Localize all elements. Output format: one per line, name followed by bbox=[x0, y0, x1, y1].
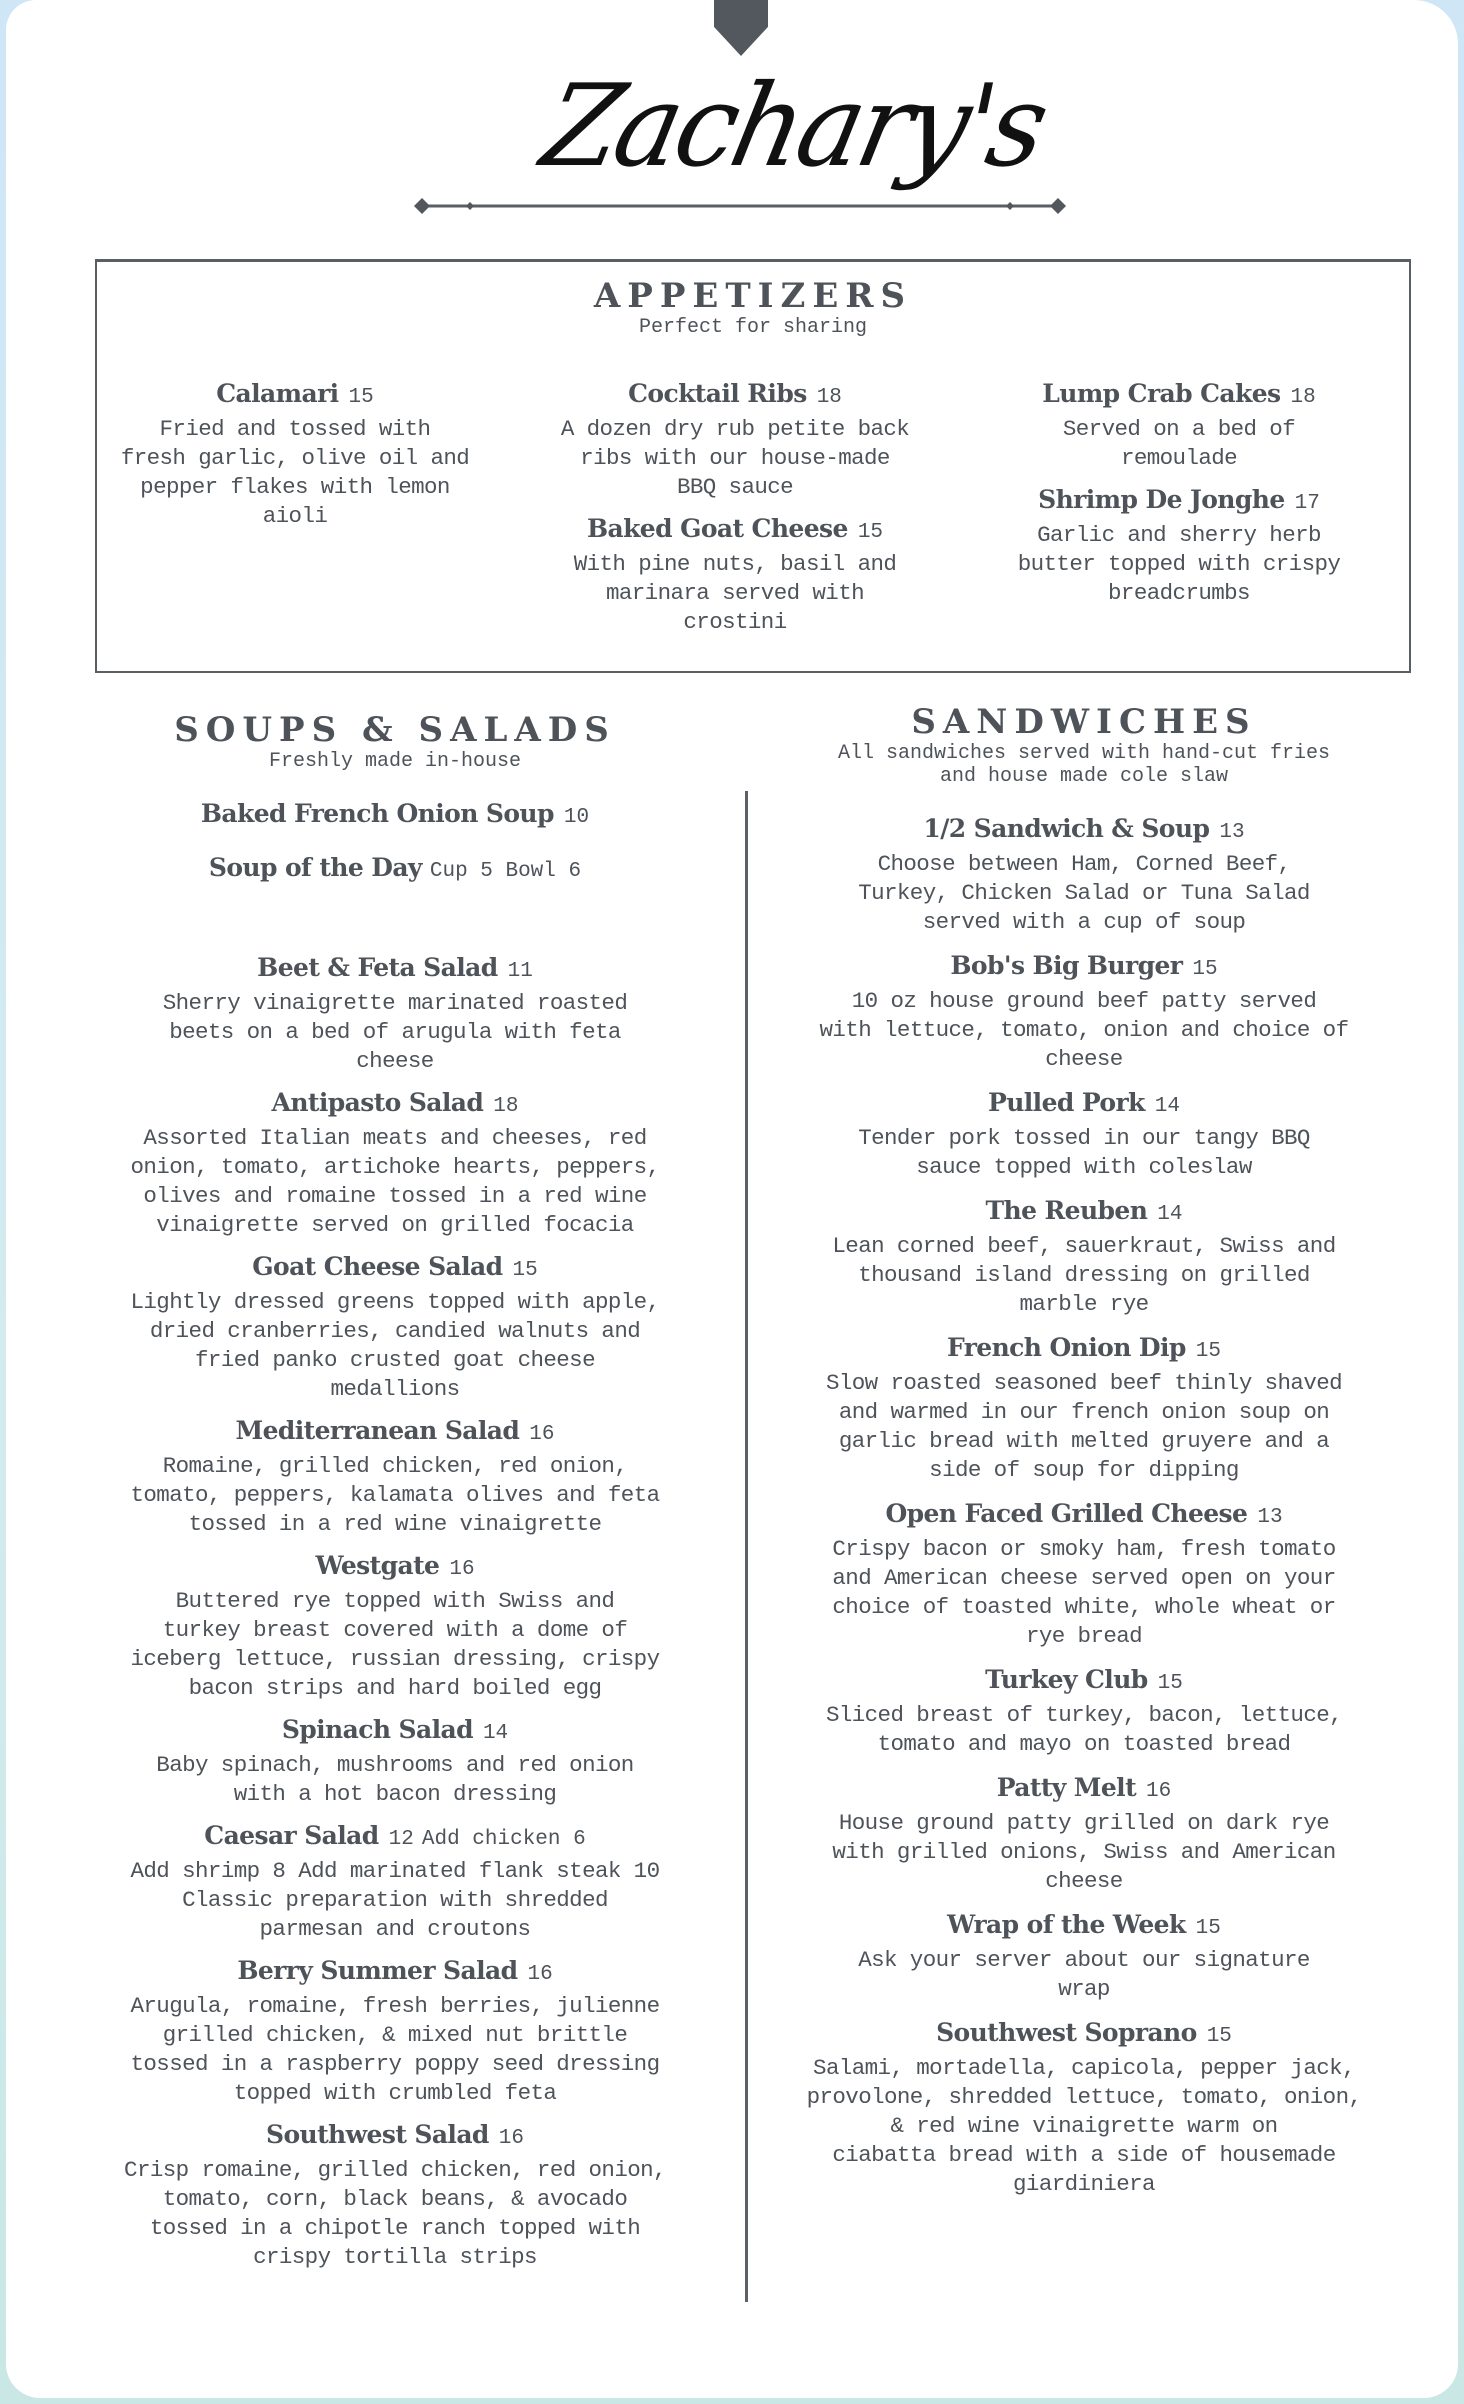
item-description: Salami, mortadella, capicola, pepper jack, bbox=[813, 2055, 1355, 2081]
item-name: Westgate bbox=[315, 1551, 440, 1580]
item-name: Antipasto Salad bbox=[271, 1088, 484, 1117]
item-description: remoulade bbox=[1120, 445, 1238, 471]
item-price: 14 bbox=[482, 1722, 509, 1745]
appetizers-column-1 bbox=[113, 377, 477, 531]
item-name: Turkey Club bbox=[985, 1665, 1148, 1694]
item-description: crispy tortilla strips bbox=[253, 2244, 537, 2270]
item-description: Garlic and sherry herb bbox=[1037, 522, 1321, 548]
item-description: wrap bbox=[1058, 1976, 1110, 2002]
item-price: 18 bbox=[493, 1095, 519, 1118]
item-description: topped with crumbled feta bbox=[233, 2080, 557, 2106]
item-price: 15 bbox=[857, 521, 884, 544]
item-description: with lettuce, tomato, onion and choice of bbox=[819, 1017, 1349, 1043]
item-description: olives and romaine tossed in a red wine bbox=[143, 1183, 647, 1209]
item-name: Open Faced Grilled Cheese bbox=[885, 1499, 1248, 1528]
item-description: parmesan and croutons bbox=[259, 1916, 531, 1942]
item-description: and warmed in our french onion soup on bbox=[838, 1399, 1330, 1425]
item-description: tossed in a raspberry poppy seed dressing bbox=[130, 2051, 660, 2077]
item-description: Sherry vinaigrette marinated roasted bbox=[162, 990, 628, 1016]
item-price: 10 bbox=[563, 806, 590, 829]
sandwiches-subtitle: All sandwiches served with hand-cut fries bbox=[837, 742, 1331, 765]
item-price: 17 bbox=[1294, 492, 1320, 515]
item-description: Arugula, romaine, fresh berries, julienne bbox=[130, 1993, 660, 2019]
item-description: fresh garlic, olive oil and bbox=[120, 445, 470, 471]
item-description: pepper flakes with lemon bbox=[140, 474, 450, 500]
item-description: cheese bbox=[1045, 1046, 1123, 1072]
item-description: cheese bbox=[1045, 1868, 1123, 1894]
menu-item-turkey-club bbox=[776, 1663, 1392, 1759]
item-description: with grilled onions, Swiss and American bbox=[832, 1839, 1336, 1865]
item-price: 18 bbox=[816, 386, 842, 409]
menu-item-half-sandwich-soup bbox=[776, 812, 1392, 937]
menu-item-mediterranean-salad bbox=[90, 1414, 700, 1539]
item-price: 15 bbox=[1195, 1340, 1221, 1363]
menu-item-baked-goat-cheese bbox=[553, 512, 917, 637]
item-description: grilled chicken, & mixed nut brittle bbox=[162, 2022, 628, 2048]
menu-item-wrap-of-the-week bbox=[776, 1908, 1392, 2004]
item-price: 14 bbox=[1154, 1095, 1180, 1118]
item-name: Shrimp De Jonghe bbox=[1038, 485, 1285, 514]
item-price: 16 bbox=[527, 1963, 553, 1986]
menu-item-pulled-pork bbox=[776, 1086, 1392, 1182]
item-addon: Add shrimp 8 Add marinated flank steak 10 bbox=[130, 1858, 660, 1884]
item-name: The Reuben bbox=[985, 1196, 1148, 1225]
item-name: Southwest Salad bbox=[265, 2120, 489, 2149]
item-price: 15 bbox=[348, 386, 374, 409]
item-price: 15 bbox=[1192, 958, 1218, 981]
item-description: & red wine vinaigrette warm on bbox=[890, 2113, 1278, 2139]
item-name: Calamari bbox=[216, 379, 339, 408]
item-price: 11 bbox=[507, 960, 533, 983]
menu-item-lump-crab-cakes bbox=[997, 377, 1361, 473]
item-name: Wrap of the Week bbox=[947, 1910, 1186, 1939]
item-description: tomato, peppers, kalamata olives and feta bbox=[130, 1482, 660, 1508]
soups-salads-subtitle: Freshly made in-house bbox=[268, 750, 522, 773]
item-price: 14 bbox=[1157, 1203, 1183, 1226]
item-description: With pine nuts, basil and bbox=[573, 551, 897, 577]
item-description: butter topped with crispy bbox=[1017, 551, 1341, 577]
item-price: 16 bbox=[498, 2127, 525, 2150]
item-description: side of soup for dipping bbox=[929, 1457, 1239, 1483]
menu-item-calamari bbox=[113, 377, 477, 531]
menu-item-berry-summer-salad bbox=[90, 1954, 700, 2108]
item-name: Baked Goat Cheese bbox=[586, 514, 848, 543]
item-description: Romaine, grilled chicken, red onion, bbox=[162, 1453, 628, 1479]
item-description: Sliced breast of turkey, bacon, lettuce, bbox=[825, 1702, 1343, 1728]
item-description: 10 oz house ground beef patty served bbox=[851, 988, 1317, 1014]
item-price: 13 bbox=[1219, 821, 1245, 844]
item-description: tossed in a red wine vinaigrette bbox=[188, 1511, 602, 1537]
item-description: and American cheese served open on your bbox=[832, 1565, 1336, 1591]
item-name: Soup of the Day bbox=[208, 853, 422, 882]
item-description: Ask your server about our signature bbox=[858, 1947, 1310, 1973]
item-name: Mediterranean Salad bbox=[235, 1416, 520, 1445]
item-description: tomato, corn, black beans, & avocado bbox=[162, 2186, 628, 2212]
menu-item-beet-feta-salad bbox=[90, 951, 700, 1076]
item-description: ribs with our house-made bbox=[580, 445, 890, 471]
item-description: marinara served with bbox=[605, 580, 865, 606]
item-description: beets on a bed of arugula with feta bbox=[169, 1019, 621, 1045]
item-name: French Onion Dip bbox=[947, 1333, 1186, 1362]
item-price: 15 bbox=[1195, 1917, 1221, 1940]
item-addon: Add chicken 6 bbox=[421, 1828, 586, 1851]
item-price: 15 bbox=[1157, 1672, 1183, 1695]
item-description: aioli bbox=[262, 503, 328, 529]
soups-salads-section bbox=[90, 710, 700, 2272]
menu-item-spinach-salad bbox=[90, 1713, 700, 1809]
item-description: provolone, shredded lettuce, tomato, onion, bbox=[806, 2084, 1362, 2110]
item-description: rye bread bbox=[1025, 1623, 1143, 1649]
item-name: Lump Crab Cakes bbox=[1042, 379, 1281, 408]
item-description: breadcrumbs bbox=[1108, 580, 1250, 606]
item-description: onion, tomato, artichoke hearts, peppers, bbox=[130, 1154, 660, 1180]
appetizers-section bbox=[95, 259, 1411, 673]
item-description: cheese bbox=[356, 1048, 434, 1074]
menu-item-westgate bbox=[90, 1549, 700, 1703]
item-description: Served on a bed of bbox=[1062, 416, 1296, 442]
item-name: Cocktail Ribs bbox=[628, 379, 807, 408]
item-description: Assorted Italian meats and cheeses, red bbox=[143, 1125, 647, 1151]
menu-item-shrimp-de-jonghe bbox=[997, 483, 1361, 608]
item-description: medallions bbox=[330, 1376, 460, 1402]
item-description: ciabatta bread with a side of housemade bbox=[832, 2142, 1336, 2168]
item-price: 16 bbox=[529, 1423, 555, 1446]
item-name: Bob's Big Burger bbox=[950, 951, 1183, 980]
item-price: 18 bbox=[1290, 386, 1316, 409]
menu-item-open-faced-grilled-cheese bbox=[776, 1497, 1392, 1651]
item-description: Turkey, Chicken Salad or Tuna Salad bbox=[858, 880, 1310, 906]
sandwiches-heading: SANDWICHES bbox=[911, 702, 1257, 742]
item-description: served with a cup of soup bbox=[922, 909, 1246, 935]
item-description: with a hot bacon dressing bbox=[233, 1781, 557, 1807]
item-description: turkey breast covered with a dome of bbox=[162, 1617, 628, 1643]
item-description: Crispy bacon or smoky ham, fresh tomato bbox=[832, 1536, 1336, 1562]
item-description: iceberg lettuce, russian dressing, crispy bbox=[130, 1646, 660, 1672]
menu-page bbox=[6, 0, 1458, 2398]
appetizers-column-3 bbox=[997, 377, 1361, 608]
menu-item-antipasto-salad bbox=[90, 1086, 700, 1240]
item-description: House ground patty grilled on dark rye bbox=[838, 1810, 1330, 1836]
item-price: 12 bbox=[388, 1828, 414, 1851]
menu-item-patty-melt bbox=[776, 1771, 1392, 1896]
item-description: giardiniera bbox=[1013, 2171, 1155, 2197]
item-description: Classic preparation with shredded bbox=[182, 1887, 608, 1913]
item-price: 15 bbox=[1206, 2025, 1232, 2048]
soups-salads-heading: SOUPS & SALADS bbox=[174, 710, 616, 750]
item-name: Patty Melt bbox=[996, 1773, 1137, 1802]
item-name: 1/2 Sandwich & Soup bbox=[923, 814, 1210, 843]
appetizers-column-2 bbox=[553, 377, 917, 637]
decorative-rule-icon bbox=[414, 198, 1066, 214]
item-name: Southwest Soprano bbox=[936, 2018, 1197, 2047]
item-name: Baked French Onion Soup bbox=[200, 799, 554, 828]
item-description: sauce topped with coleslaw bbox=[916, 1154, 1252, 1180]
item-description: marble rye bbox=[1019, 1291, 1149, 1317]
item-name: Caesar Salad bbox=[204, 1821, 379, 1850]
item-description: Crisp romaine, grilled chicken, red onion, bbox=[124, 2157, 666, 2183]
item-description: fried panko crusted goat cheese bbox=[195, 1347, 595, 1373]
menu-item-southwest-salad bbox=[90, 2118, 700, 2272]
item-price: Cup 5 Bowl 6 bbox=[429, 860, 582, 883]
sandwiches-section bbox=[776, 702, 1392, 2199]
item-description: thousand island dressing on grilled bbox=[858, 1262, 1310, 1288]
item-description: Lean corned beef, sauerkraut, Swiss and bbox=[832, 1233, 1336, 1259]
item-description: choice of toasted white, whole wheat or bbox=[832, 1594, 1336, 1620]
item-name: Goat Cheese Salad bbox=[252, 1252, 503, 1281]
item-description: Tender pork tossed in our tangy BBQ bbox=[858, 1125, 1310, 1151]
appetizers-heading: APPETIZERS bbox=[593, 276, 913, 316]
item-description: Baby spinach, mushrooms and red onion bbox=[156, 1752, 634, 1778]
menu-item-cocktail-ribs bbox=[553, 377, 917, 502]
menu-item-southwest-soprano bbox=[776, 2016, 1392, 2199]
item-description: Lightly dressed greens topped with apple, bbox=[130, 1289, 660, 1315]
item-description: bacon strips and hard boiled egg bbox=[188, 1675, 602, 1701]
menu-item-caesar-salad bbox=[90, 1819, 700, 1944]
item-description: A dozen dry rub petite back bbox=[560, 416, 910, 442]
item-description: garlic bread with melted gruyere and a bbox=[838, 1428, 1330, 1454]
item-description: Buttered rye topped with Swiss and bbox=[175, 1588, 615, 1614]
item-name: Berry Summer Salad bbox=[237, 1956, 518, 1985]
item-name: Spinach Salad bbox=[281, 1715, 473, 1744]
menu-item-goat-cheese-salad bbox=[90, 1250, 700, 1404]
item-description: tossed in a chipotle ranch topped with bbox=[149, 2215, 641, 2241]
appetizers-subtitle: Perfect for sharing bbox=[638, 316, 868, 339]
item-price: 16 bbox=[449, 1558, 475, 1581]
menu-item-soup-of-the-day bbox=[90, 851, 700, 889]
item-description: Slow roasted seasoned beef thinly shaved bbox=[825, 1370, 1343, 1396]
item-description: tomato and mayo on toasted bread bbox=[877, 1731, 1291, 1757]
menu-item-french-onion-soup bbox=[90, 797, 700, 835]
item-price: 15 bbox=[512, 1259, 538, 1282]
item-description: crostini bbox=[683, 609, 787, 635]
item-description: Fried and tossed with bbox=[159, 416, 431, 442]
restaurant-logo: Zachary's bbox=[532, 60, 1056, 193]
menu-item-bobs-big-burger bbox=[776, 949, 1392, 1074]
sandwiches-subtitle: and house made cole slaw bbox=[939, 765, 1229, 788]
menu-item-the-reuben bbox=[776, 1194, 1392, 1319]
item-price: 16 bbox=[1146, 1780, 1172, 1803]
item-description: vinaigrette served on grilled focacia bbox=[156, 1212, 634, 1238]
item-price: 13 bbox=[1257, 1506, 1283, 1529]
item-name: Beet & Feta Salad bbox=[257, 953, 498, 982]
item-name: Pulled Pork bbox=[988, 1088, 1145, 1117]
item-description: Choose between Ham, Corned Beef, bbox=[877, 851, 1291, 877]
column-divider bbox=[745, 791, 748, 2302]
item-description: dried cranberries, candied walnuts and bbox=[149, 1318, 641, 1344]
menu-item-french-onion-dip bbox=[776, 1331, 1392, 1485]
item-description: BBQ sauce bbox=[676, 474, 794, 500]
